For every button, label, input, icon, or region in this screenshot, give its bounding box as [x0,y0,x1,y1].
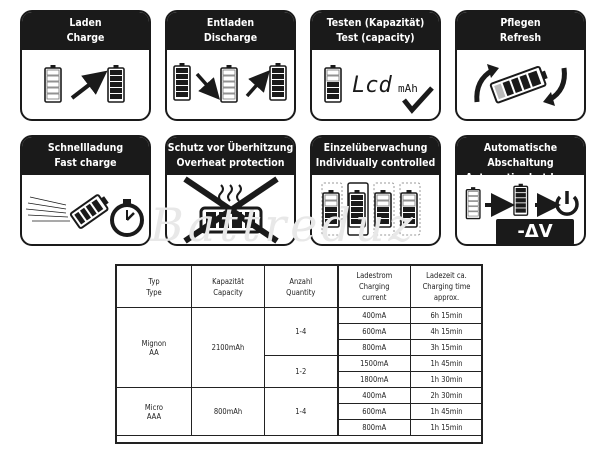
cell-time: 4h 15min [411,324,483,340]
cell-qty-mignon-a: 1-4 [265,308,338,356]
title-en: Discharge [203,32,258,44]
cell-type-mignon: Mignon AA [117,308,192,388]
title-de: Automatische Abschaltung [483,142,558,169]
feature-title [312,137,439,175]
title-en: Fast charge [54,157,117,169]
feature-card-overheat-protection [165,135,296,246]
charging-spec-table [116,265,483,436]
title-en: Automatic shutdown [465,172,576,184]
four-batteries-icon [312,175,439,244]
title-en: Overheat protection [176,157,285,169]
overheat-crossed-icon [167,175,294,244]
title-de: Einzelüberwachung [323,142,428,154]
cell-qty-mignon-b: 1-2 [265,356,338,388]
title-en: Individually controlled [315,157,436,169]
feature-title [312,12,439,50]
cell-time: 1h 45min [411,404,483,420]
cell-current: 1800mA [338,372,411,388]
header-time: Ladezeit ca. Charging time approx. [411,266,483,308]
cell-current: 600mA [338,324,411,340]
fast-charge-stopwatch-icon [22,175,149,244]
title-en: Charge [66,32,105,44]
table-header-row [117,266,483,308]
table-row [117,388,483,404]
header-current: Ladestrom Charging current [338,266,411,308]
title-de: Pflegen [500,17,541,29]
feature-card-individually-controlled [310,135,441,246]
feature-title [457,137,584,184]
cell-time: 6h 15min [411,308,483,324]
title-en: Test (capacity) [336,32,415,44]
title-de: Entladen [206,17,255,29]
feature-card-discharge [165,10,296,121]
cell-type-micro: Micro AAA [117,388,192,436]
feature-title [22,12,149,50]
cell-current: 600mA [338,404,411,420]
watermark: Battreduz [150,198,417,252]
header-quantity: Anzahl Quantity [265,266,338,308]
table-row [117,308,483,324]
lcd-text: Lcd [352,73,392,98]
battery-charge-icon [22,50,149,119]
title-de: Schnellladung [47,142,124,154]
cell-capacity-micro: 800mAh [192,388,265,436]
battery-discharge-icon [167,50,294,119]
cell-current: 800mA [338,420,411,436]
title-de: Schutz vor Überhitzung [167,142,294,154]
header-type: Typ Type [117,266,192,308]
cell-current: 400mA [338,388,411,404]
feature-title [457,12,584,50]
battery-refresh-icon [457,50,584,119]
cell-time: 1h 30min [411,372,483,388]
feature-title [167,137,294,175]
cell-current: 400mA [338,308,411,324]
title-en: Refresh [499,32,542,44]
lcd-test-icon [312,50,439,119]
feature-title [167,12,294,50]
cell-time: 3h 15min [411,340,483,356]
cell-current: 1500mA [338,356,411,372]
feature-card-refresh [455,10,586,121]
feature-card-test-capacity [310,10,441,121]
title-de: Laden [69,17,102,29]
cell-time: 2h 30min [411,388,483,404]
feature-card-charge [20,10,151,121]
lcd-unit: mAh [398,82,418,95]
header-capacity: Kapazität Capacity [192,266,265,308]
cell-current: 800mA [338,340,411,356]
cell-time: 1h 45min [411,356,483,372]
cell-capacity-mignon: 2100mAh [192,308,265,388]
cell-time: 1h 15min [411,420,483,436]
feature-title [22,137,149,175]
feature-card-fast-charge [20,135,151,246]
delta-v-badge: -ΔV [496,219,574,245]
cell-qty-micro: 1-4 [265,388,338,436]
title-de: Testen (Kapazität) [326,17,425,29]
